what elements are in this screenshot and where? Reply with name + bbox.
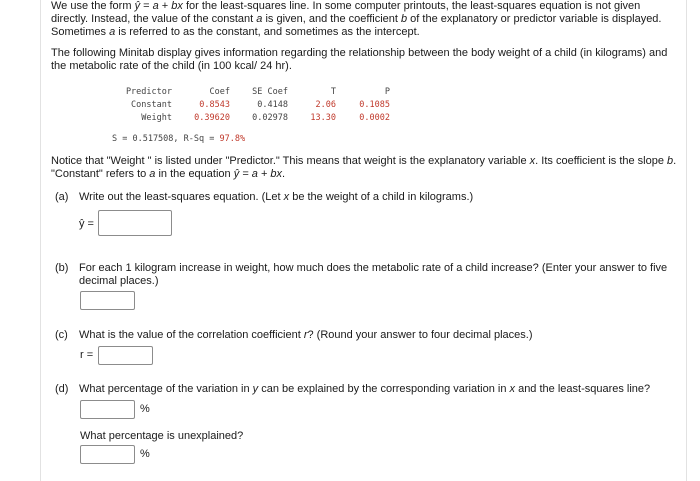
x-symbol: x (283, 191, 290, 203)
intro-text: = (140, 0, 153, 12)
x-symbol: x (509, 383, 516, 395)
cell-t: 13.30 (310, 112, 336, 123)
cell-p: 0.0002 (359, 112, 390, 123)
notice-text: Notice that "Weight " is listed under "Predictor." This means that weight is the explanatory variable (51, 155, 530, 167)
question-text: Write out the least-squares equation. (Let x be the weight of a child in kilograms.) (79, 191, 474, 203)
intro-paragraph-1 (51, 0, 681, 39)
intro-text: directly. Instead, the value of the constant (51, 13, 257, 25)
a-symbol: a (109, 26, 116, 38)
question-text: For each 1 kilogram increase in weight, how much does the metabolic rate of a child increase? (Enter your answer to five decimal places.) (79, 262, 668, 287)
bx-symbol: bx (171, 0, 183, 12)
intro-text: of the explanatory or predictor variable is displayed. (407, 13, 662, 25)
minitab-summary (112, 134, 245, 144)
yhat-symbol: ŷ (134, 0, 141, 12)
r-input-label: r = (80, 349, 94, 361)
cell-p: 0.1085 (359, 99, 390, 110)
question-letter: (c) (55, 329, 68, 341)
cell-coef: 0.8543 (199, 99, 230, 110)
question-letter: (a) (55, 191, 69, 203)
answer-a-input[interactable] (98, 210, 172, 236)
minitab-row-constant (112, 98, 390, 111)
question-text: What is the value of the correlation coefficient r? (Round your answer to four decimal places.) (79, 329, 533, 341)
intro-text: is given, and the coefficient (262, 13, 401, 25)
cell-t: 2.06 (315, 99, 336, 110)
header-t: T (330, 86, 336, 97)
notice-text: . Its coefficient is the slope (535, 155, 668, 167)
header-p: P (384, 86, 390, 97)
unexplained-label: What percentage is unexplained? (80, 430, 244, 442)
intro-text: The following Minitab display gives information regarding the relationship between the body weight of a child (in kilograms) and (51, 47, 668, 59)
notice-text: in the equation (155, 168, 234, 180)
question-letter: (d) (55, 383, 69, 395)
notice-text: . (673, 155, 677, 167)
percent-unit: % (140, 403, 150, 415)
summary-text: S = 0.517508, R-Sq = (112, 134, 220, 144)
answer-d-unexplained-input[interactable] (80, 445, 135, 464)
b-symbol: b (401, 13, 408, 25)
b-symbol: b (667, 155, 674, 167)
cell-se-coef: 0.4148 (257, 99, 288, 110)
minitab-row-weight (112, 111, 390, 124)
r-symbol: r (303, 329, 308, 341)
y-symbol: y (252, 383, 259, 395)
minitab-output-table (112, 85, 390, 124)
answer-b-input[interactable] (80, 291, 135, 310)
question-text: What percentage of the variation in y can be explained by the corresponding variation in x and the least-squares line? (79, 383, 651, 395)
answer-c-input[interactable] (98, 346, 153, 365)
equation-symbol: ŷ = a + bx (233, 168, 283, 180)
cell-predictor: Weight (141, 112, 172, 123)
notice-text: "Constant" refers to (51, 168, 150, 180)
intro-text: for the least-squares line. In some computer printouts, the least-squares equation is not given (182, 0, 641, 12)
cell-coef: 0.39620 (194, 112, 230, 123)
summary-rsq: 97.8% (219, 134, 246, 144)
intro-paragraph-2 (51, 47, 681, 73)
answer-d-explained-input[interactable] (80, 400, 135, 419)
notice-paragraph (51, 155, 681, 181)
cell-se-coef: 0.02978 (252, 112, 288, 123)
intro-text: is referred to as the constant, and sometimes as the intercept. (115, 26, 420, 38)
header-predictor: Predictor (125, 86, 172, 97)
header-se-coef: SE Coef (252, 86, 288, 97)
question-letter: (b) (55, 262, 69, 274)
intro-text: Sometimes (51, 26, 110, 38)
cell-predictor: Constant (131, 99, 172, 110)
percent-unit: % (140, 448, 150, 460)
intro-text: the metabolic rate of the child (in 100 kcal/ 24 hr). (51, 60, 292, 72)
notice-text: . (282, 168, 286, 180)
minitab-header-row (112, 85, 390, 98)
header-coef: Coef (209, 86, 230, 97)
yhat-input-label: ŷ = (79, 218, 94, 230)
a-symbol: a (149, 168, 156, 180)
x-symbol: x (529, 155, 536, 167)
intro-text: + (158, 0, 172, 12)
a-symbol: a (152, 0, 159, 12)
a-symbol: a (256, 13, 263, 25)
intro-text: We use the form (51, 0, 135, 12)
